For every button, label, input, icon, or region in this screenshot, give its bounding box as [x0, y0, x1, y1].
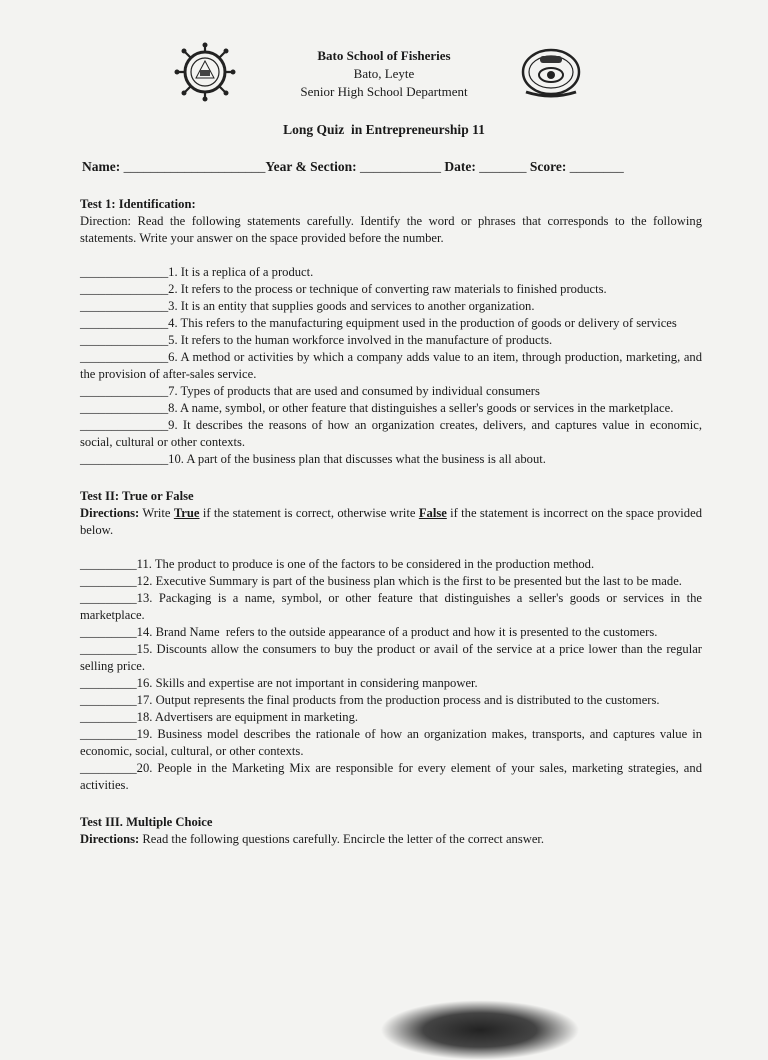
- date-label: Date:: [444, 159, 476, 174]
- question-text: 17. Output represents the final products from the production process and is distributed to the customers.: [136, 693, 660, 707]
- answer-blank[interactable]: ______________: [80, 299, 169, 313]
- question-text: 1. It is a replica of a product.: [168, 265, 314, 279]
- direction-text: if the statement is correct, otherwise write: [199, 506, 419, 520]
- answer-blank[interactable]: ______________: [80, 418, 169, 432]
- question-item: [80, 641, 702, 675]
- test1-direction: Direction: Read the following statements carefully. Identify the word or phrases that corresponds to the following statements. Write your answer on the space provided before the number.: [80, 214, 702, 245]
- answer-blank[interactable]: ______________: [80, 265, 169, 279]
- test2-direction: [80, 505, 706, 539]
- direction-text: if the statement is incorrect on the space provided below.: [80, 506, 706, 537]
- question-item: [80, 556, 702, 573]
- question-item: [80, 383, 702, 400]
- direction-text: Read the following questions carefully. Encircle the letter of the correct answer.: [139, 832, 545, 846]
- question-item: [80, 264, 702, 281]
- answer-blank[interactable]: ______________: [80, 384, 169, 398]
- question-item: [80, 349, 702, 383]
- year-section-field[interactable]: ____________: [359, 159, 441, 174]
- question-text: 10. A part of the business plan that discusses what the business is all about.: [168, 452, 546, 466]
- question-text: 5. It refers to the human workforce involved in the manufacture of products.: [168, 333, 553, 347]
- question-text: 11. The product to produce is one of the factors to be considered in the production method.: [136, 557, 595, 571]
- question-item: [80, 675, 702, 692]
- answer-blank[interactable]: ______________: [80, 282, 169, 296]
- question-item: [80, 400, 702, 417]
- answer-blank[interactable]: _________: [80, 727, 137, 741]
- question-text: 18. Advertisers are equipment in marketing.: [136, 710, 359, 724]
- question-item: [80, 726, 702, 760]
- quiz-body: [80, 196, 706, 848]
- answer-blank[interactable]: ______________: [80, 333, 169, 347]
- department-name: Senior High School Department: [300, 84, 468, 99]
- answer-blank[interactable]: _________: [80, 591, 137, 605]
- question-text: 7. Types of products that are used and consumed by individual consumers: [168, 384, 540, 398]
- test3-title: Test III. Multiple Choice: [80, 815, 213, 829]
- photo-shadow: [380, 1000, 580, 1060]
- direction-text: Write: [139, 506, 174, 520]
- question-text: 2. It refers to the process or technique of converting raw materials to finished products.: [168, 282, 607, 296]
- question-text: 3. It is an entity that supplies goods and services to another organization.: [168, 299, 535, 313]
- directions-label: Directions:: [80, 832, 140, 846]
- quiz-title: Long Quiz in Entrepreneurship 11: [283, 122, 485, 137]
- answer-blank[interactable]: _________: [80, 574, 137, 588]
- question-text: 4. This refers to the manufacturing equipment used in the production of goods or delivery of services: [168, 316, 677, 330]
- question-item: [80, 692, 702, 709]
- question-item: [80, 451, 702, 468]
- question-item: [80, 315, 702, 332]
- answer-blank[interactable]: _________: [80, 557, 137, 571]
- answer-blank[interactable]: _________: [80, 710, 137, 724]
- answer-blank[interactable]: _________: [80, 676, 137, 690]
- question-item: [80, 590, 702, 624]
- true-keyword: True: [173, 506, 200, 520]
- answer-blank[interactable]: ______________: [80, 350, 169, 364]
- question-item: [80, 709, 702, 726]
- answer-blank[interactable]: _________: [80, 642, 137, 656]
- score-field[interactable]: ________: [569, 159, 624, 174]
- question-text: 19. Business model describes the rationale of how an organization makes, transports, and captures value in economic, social, cultural, or other contexts.: [80, 727, 702, 758]
- question-text: 20. People in the Marketing Mix are responsible for every element of your sales, marketing strategies, and activities.: [80, 761, 702, 792]
- name-label: Name:: [82, 159, 121, 174]
- false-keyword: False: [418, 506, 447, 520]
- question-item: [80, 298, 702, 315]
- question-item: [80, 573, 702, 590]
- question-text: 6. A method or activities by which a company adds value to an item, through production, marketing, and the provision of after-sales service.: [80, 350, 702, 381]
- test3-direction: [80, 831, 702, 848]
- directions-label: Directions:: [80, 506, 140, 520]
- question-text: 15. Discounts allow the consumers to buy the product or avail of the service at a price lower than the regular selling price.: [80, 642, 702, 673]
- test1-title: Test 1: Identification:: [80, 197, 196, 211]
- question-item: [80, 332, 702, 349]
- question-text: 16. Skills and expertise are not important in considering manpower.: [136, 676, 478, 690]
- answer-blank[interactable]: _________: [80, 625, 137, 639]
- score-label: Score:: [529, 159, 567, 174]
- question-text: 13. Packaging is a name, symbol, or other feature that distinguishes a seller's goods or services in the marketplace.: [80, 591, 702, 622]
- question-item: [80, 624, 702, 641]
- test2-title: Test II: True or False: [80, 489, 194, 503]
- answer-blank[interactable]: ______________: [80, 401, 169, 415]
- school-location: Bato, Leyte: [353, 66, 415, 81]
- answer-blank[interactable]: _________: [80, 693, 137, 707]
- answer-blank[interactable]: ______________: [80, 452, 169, 466]
- question-text: 8. A name, symbol, or other feature that distinguishes a seller's goods or services in the marketplace.: [168, 401, 674, 415]
- question-text: 12. Executive Summary is part of the business plan which is the first to be presented but the last to be made.: [136, 574, 682, 588]
- question-text: 14. Brand Name refers to the outside appearance of a product and how it is presented to the customers.: [136, 625, 658, 639]
- question-item: [80, 760, 702, 794]
- question-text: 9. It describes the reasons of how an organization creates, delivers, and captures value in economic, social, cultural or other contexts.: [80, 418, 702, 449]
- date-field[interactable]: _______: [479, 159, 527, 174]
- name-field[interactable]: _____________________: [123, 159, 266, 174]
- year-section-label: Year & Section:: [265, 159, 357, 174]
- question-item: [80, 281, 702, 298]
- answer-blank[interactable]: _________: [80, 761, 137, 775]
- answer-blank[interactable]: ______________: [80, 316, 169, 330]
- question-item: [80, 417, 702, 451]
- school-name: Bato School of Fisheries: [317, 48, 451, 63]
- student-info-line: [82, 159, 702, 175]
